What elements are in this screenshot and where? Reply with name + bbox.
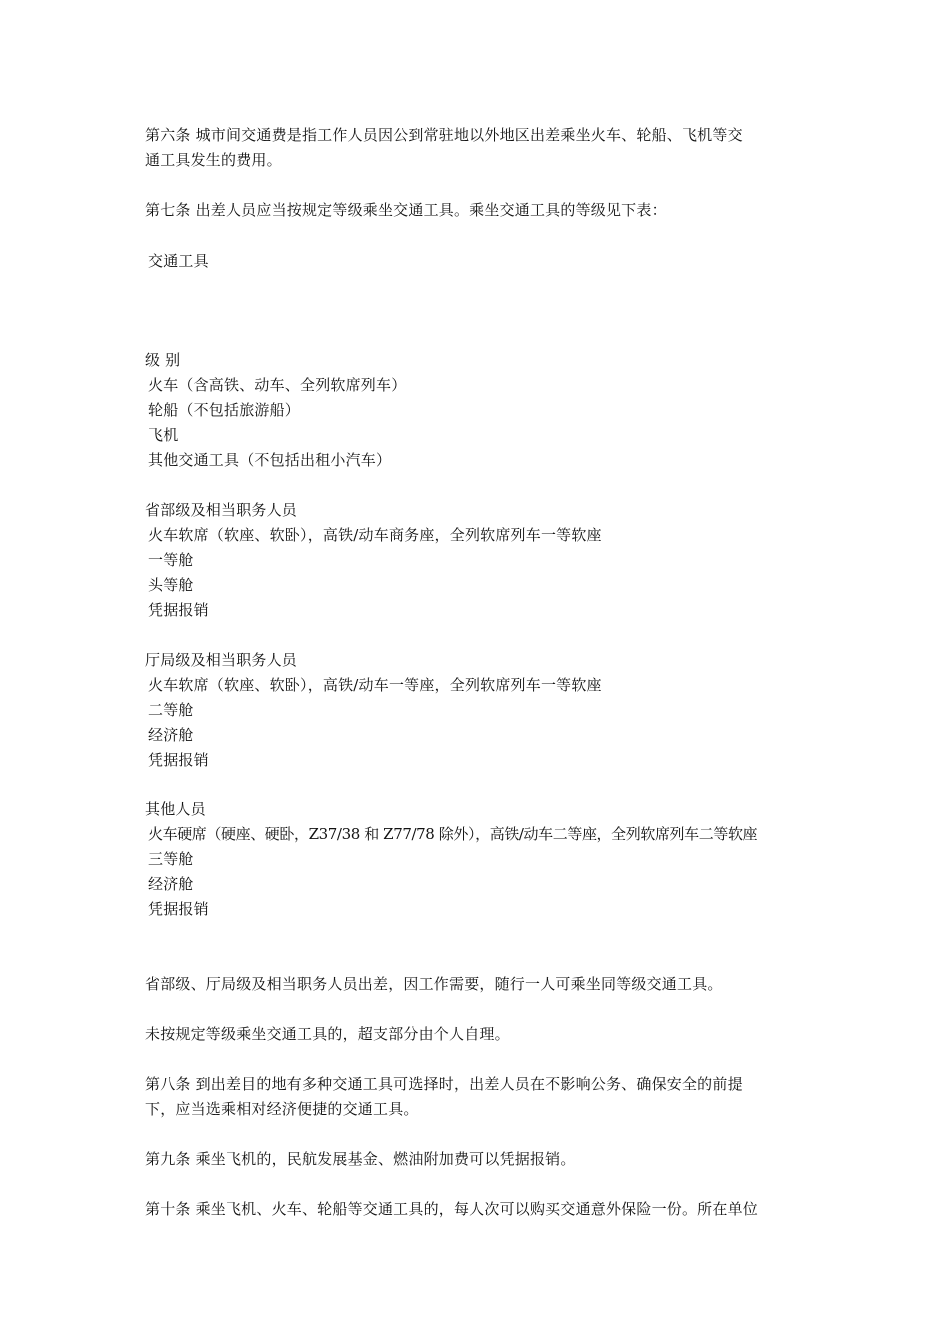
table-header-vehicle: 交通工具 xyxy=(148,252,209,270)
bureau-ship: 二等舱 xyxy=(148,701,194,719)
others-other: 凭据报销 xyxy=(148,900,209,918)
article-8-line-2: 下，应当选乘相对经济便捷的交通工具。 xyxy=(145,1100,419,1118)
others-ship: 三等舱 xyxy=(148,850,194,868)
provincial-other: 凭据报销 xyxy=(148,601,209,619)
note-companion: 省部级、厅局级及相当职务人员出差，因工作需要，随行一人可乘坐同等级交通工具。 xyxy=(145,975,723,993)
provincial-ship: 一等舱 xyxy=(148,551,194,569)
bureau-plane: 经济舱 xyxy=(148,726,194,744)
provincial-plane: 头等舱 xyxy=(148,576,194,594)
article-8-line-1: 第八条 到出差目的地有多种交通工具可选择时，出差人员在不影响公务、确保安全的前提 xyxy=(145,1075,743,1093)
others-train: 火车硬席（硬座、硬卧，Z37/38 和 Z77/78 除外），高铁/动车二等座，全列软席列车二等软座 xyxy=(148,825,758,843)
vehicle-type-train: 火车（含高铁、动车、全列软席列车） xyxy=(148,376,407,394)
vehicle-type-ship: 轮船（不包括旅游船） xyxy=(148,401,301,419)
bureau-other: 凭据报销 xyxy=(148,751,209,769)
article-6-line-1: 第六条 城市间交通费是指工作人员因公到常驻地以外地区出差乘坐火车、轮船、飞机等交 xyxy=(145,126,743,144)
provincial-train: 火车软席（软座、软卧），高铁/动车商务座，全列软席列车一等软座 xyxy=(148,526,602,544)
article-7-intro: 第七条 出差人员应当按规定等级乘坐交通工具。乘坐交通工具的等级见下表： xyxy=(145,201,667,219)
note-excess: 未按规定等级乘坐交通工具的，超支部分由个人自理。 xyxy=(145,1025,510,1043)
level-bureau: 厅局级及相当职务人员 xyxy=(145,651,298,669)
table-header-level: 级 别 xyxy=(145,351,181,369)
level-provincial: 省部级及相当职务人员 xyxy=(145,501,298,519)
vehicle-type-other: 其他交通工具（不包括出租小汽车） xyxy=(148,451,392,469)
others-plane: 经济舱 xyxy=(148,875,194,893)
article-9-line-1: 第九条 乘坐飞机的，民航发展基金、燃油附加费可以凭据报销。 xyxy=(145,1150,576,1168)
bureau-train: 火车软席（软座、软卧），高铁/动车一等座，全列软席列车一等软座 xyxy=(148,676,602,694)
article-6-line-2: 通工具发生的费用。 xyxy=(145,151,282,169)
vehicle-type-plane: 飞机 xyxy=(148,426,179,444)
article-10-line-1: 第十条 乘坐飞机、火车、轮船等交通工具的，每人次可以购买交通意外保险一份。所在单位 xyxy=(145,1200,758,1218)
level-others: 其他人员 xyxy=(145,800,206,818)
